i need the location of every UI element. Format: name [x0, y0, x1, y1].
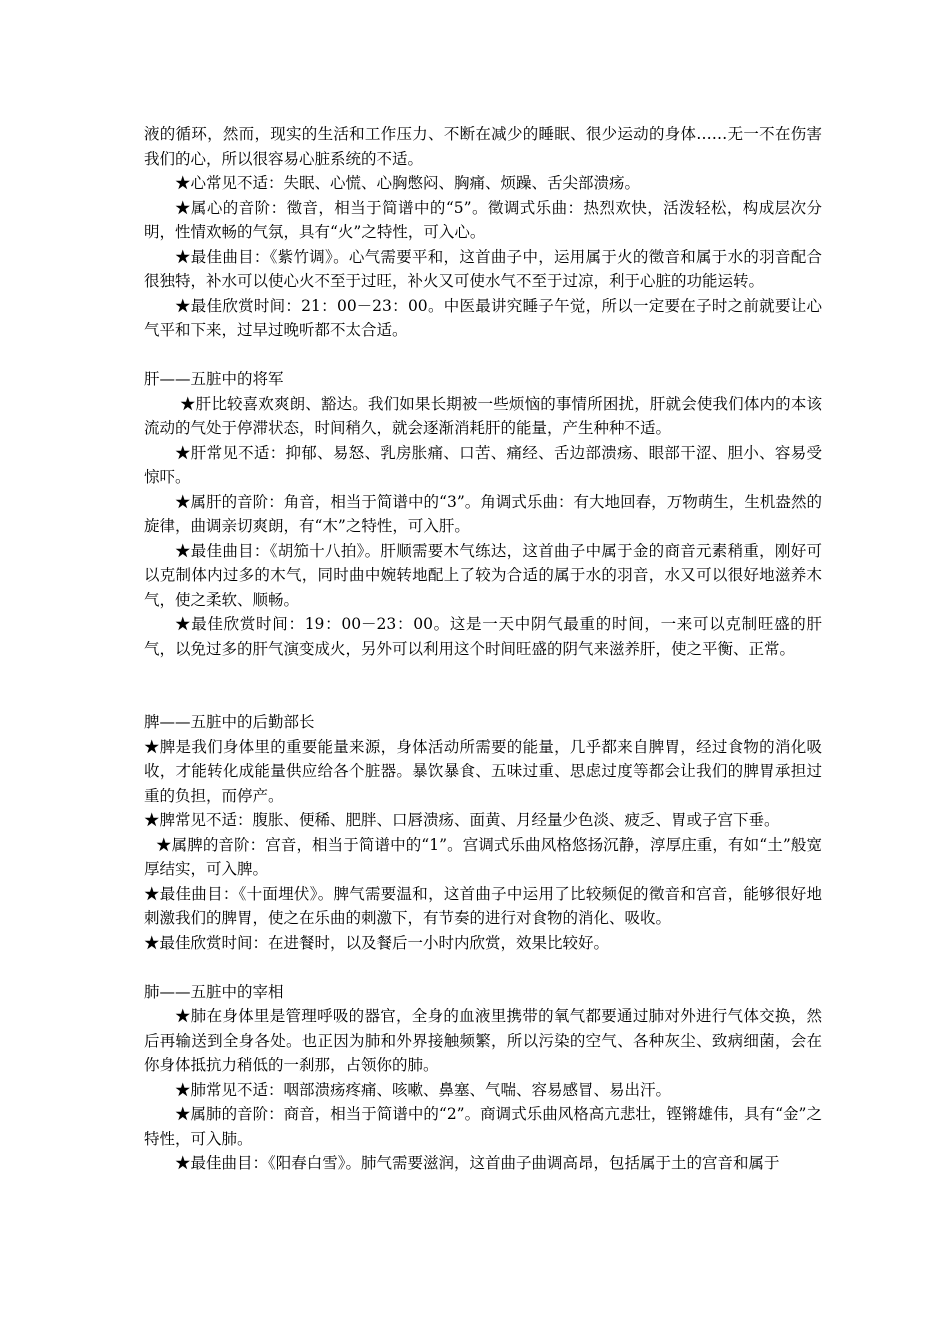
spleen-section — [144, 710, 822, 955]
lung-section — [144, 980, 822, 1176]
liver-discomfort-paragraph: ★肝常见不适：抑郁、易怒、乳房胀痛、口苦、痛经、舌边部溃疡、眼部干涩、胆小、容易受惊吓。 — [144, 443, 822, 486]
heart-discomfort-paragraph: ★心常见不适：失眠、心慌、心胸憋闷、胸痛、烦躁、舌尖部溃疡。 — [175, 174, 641, 192]
spleen-discomfort-paragraph: ★脾常见不适：腹胀、便稀、肥胖、口唇溃疡、面黄、月经量少色淡、疲乏、胃或子宫下垂。 — [144, 811, 780, 829]
heart-section — [144, 122, 822, 343]
liver-intro-paragraph: ★肝比较喜欢爽朗、豁达。我们如果长期被一些烦恼的事情所困扰，肝就会使我们体内的本该流动的气处于停滞状态，时间稍久，就会逐渐消耗肝的能量，产生种种不适。 — [144, 394, 822, 437]
spleen-heading: 脾——五脏中的后勤部长 — [144, 713, 315, 731]
lung-tone-paragraph: ★属肺的音阶：商音，相当于简谱中的“2”。商调式乐曲风格高亢悲壮，铿锵雄伟，具有“金”之特性，可入肺。 — [144, 1105, 822, 1148]
liver-time-paragraph: ★最佳欣赏时间：19：00－23：00。这是一天中阴气最重的时间，一来可以克制旺盛的肝气，以免过多的肝气演变成火，另外可以利用这个时间旺盛的阴气来滋养肝，使之平衡、正常。 — [144, 615, 822, 658]
spleen-intro-paragraph: ★脾是我们身体里的重要能量来源，身体活动所需要的能量，几乎都来自脾胃，经过食物的消化吸收，才能转化成能量供应给各个脏器。暴饮暴食、五味过重、思虑过度等都会让我们的脾胃承担过重的负担，而停产。 — [144, 737, 822, 805]
spleen-time-paragraph: ★最佳欣赏时间：在进餐时，以及餐后一小时内欣赏，效果比较好。 — [144, 933, 610, 952]
heart-tone-paragraph: ★属心的音阶：徵音，相当于简谱中的“5”。徵调式乐曲：热烈欢快，活泼轻松，构成层次分明，性情欢畅的气氛，具有“火”之特性，可入心。 — [144, 198, 822, 241]
heart-time-paragraph: ★最佳欣赏时间：21：00－23：00。中医最讲究睡子午觉，所以一定要在子时之前就要让心气平和下来，过早过晚听都不太合适。 — [144, 296, 822, 339]
lung-intro-paragraph: ★肺在身体里是管理呼吸的器官，全身的血液里携带的氧气都要通过肺对外进行气体交换，然后再输送到全身各处。也正因为肺和外界接触频繁，所以污染的空气、各种灰尘、致病细菌，会在你身体抵抗力稍低的一刹那，占领你的肺。 — [144, 1007, 822, 1074]
heart-music-paragraph: ★最佳曲目：《紫竹调》。心气需要平和，这首曲子中，运用属于火的徵音和属于水的羽音配合很独特，补水可以使心火不至于过旺，补火又可使水气不至于过凉，利于心脏的功能运转。 — [144, 247, 822, 290]
heart-intro-paragraph: 液的循环，然而，现实的生活和工作压力、不断在减少的睡眠、很少运动的身体……无一不在伤害我们的心，所以很容易心脏系统的不适。 — [144, 125, 822, 168]
spleen-tone-paragraph: ★属脾的音阶：宫音，相当于简谱中的“1”。宫调式乐曲风格悠扬沉静，淳厚庄重，有如“土”般宽厚结实，可入脾。 — [144, 835, 822, 878]
spleen-music-paragraph: ★最佳曲目：《十面埋伏》。脾气需要温和，这首曲子中运用了比较频促的徵音和宫音，能够很好地刺激我们的脾胃，使之在乐曲的刺激下，有节奏的进行对食物的消化、吸收。 — [144, 884, 822, 927]
lung-music-paragraph: ★最佳曲目：《阳春白雪》。肺气需要滋润，这首曲子曲调高昂，包括属于土的宫音和属于 — [175, 1154, 780, 1172]
lung-discomfort-paragraph: ★肺常见不适：咽部溃疡疼痛、咳嗽、鼻塞、气喘、容易感冒、易出汗。 — [175, 1080, 672, 1099]
liver-heading: 肝——五脏中的将军 — [144, 370, 284, 388]
liver-section — [144, 367, 822, 661]
liver-tone-paragraph: ★属肝的音阶：角音，相当于简谱中的“3”。角调式乐曲：有大地回春，万物萌生，生机盎然的旋律，曲调亲切爽朗，有“木”之特性，可入肝。 — [144, 492, 822, 535]
lung-heading: 肺——五脏中的宰相 — [144, 982, 284, 1001]
liver-music-paragraph: ★最佳曲目：《胡笳十八拍》。肝顺需要木气练达，这首曲子中属于金的商音元素稍重，刚好可以克制体内过多的木气，同时曲中婉转地配上了较为合适的属于水的羽音，水又可以很好地滋养木气，使之柔软、顺畅。 — [144, 541, 822, 609]
